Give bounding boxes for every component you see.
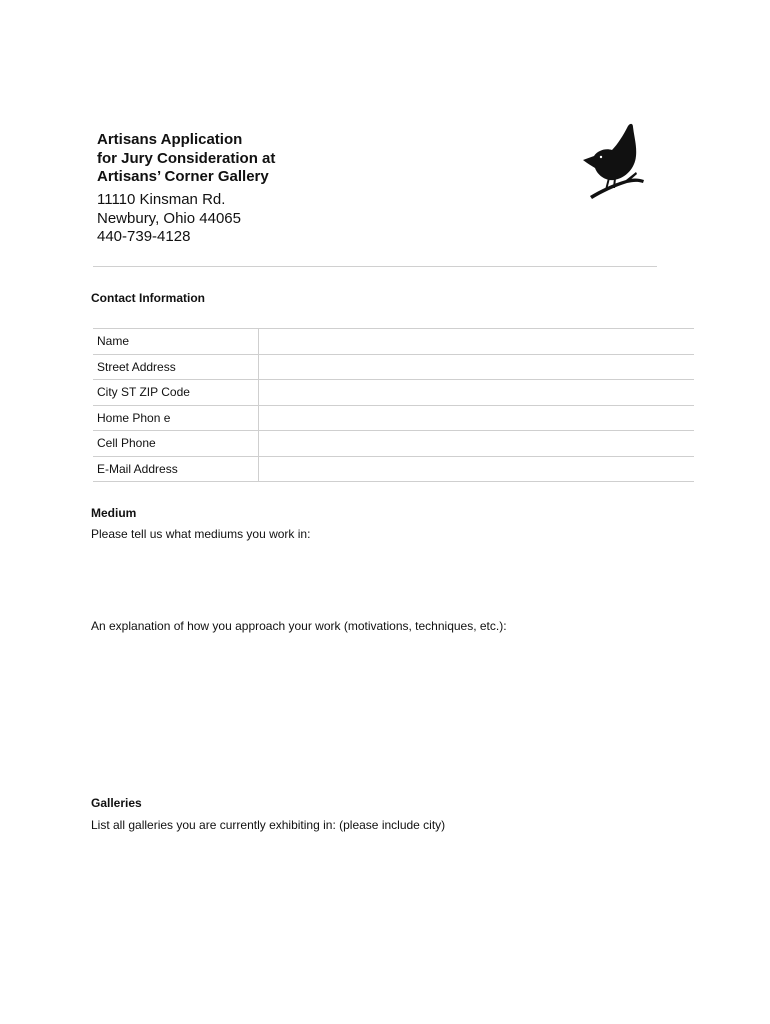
- contact-information-heading: Contact Information: [91, 291, 205, 305]
- table-row: [93, 355, 694, 381]
- table-row: [93, 431, 694, 457]
- address-city: Newbury, Ohio 44065: [97, 209, 241, 227]
- mediums-prompt: Please tell us what mediums you work in:: [91, 527, 311, 541]
- city-st-zip-field[interactable]: [259, 380, 694, 405]
- home-phone-label: Home Phon e: [93, 406, 259, 431]
- cell-phone-label: Cell Phone: [93, 431, 259, 456]
- mediums-answer-field[interactable]: [91, 548, 691, 608]
- gallery-address: [97, 191, 241, 247]
- table-row: [93, 329, 694, 355]
- header-divider: [93, 266, 657, 267]
- form-title: [97, 131, 417, 187]
- table-row: [93, 380, 694, 406]
- address-street: 11110 Kinsman Rd.: [97, 191, 226, 208]
- city-st-zip-label: City ST ZIP Code: [93, 380, 259, 405]
- name-label: Name: [93, 329, 259, 354]
- address-phone: 440-739-4128: [97, 228, 191, 245]
- street-address-label: Street Address: [93, 355, 259, 380]
- galleries-prompt: List all galleries you are currently exhibiting in: (please include city): [91, 818, 446, 832]
- table-row: [93, 406, 694, 432]
- form-title-line-1: Artisans Application: [97, 131, 243, 148]
- approach-answer-field[interactable]: [91, 640, 691, 790]
- email-address-field[interactable]: [259, 457, 694, 482]
- cell-phone-field[interactable]: [259, 431, 694, 456]
- form-title-line-3: Artisans’ Corner Gallery: [97, 168, 269, 185]
- medium-heading: Medium: [91, 506, 137, 520]
- galleries-heading: Galleries: [91, 796, 142, 810]
- approach-prompt: An explanation of how you approach your work (motivations, techniques, etc.):: [91, 619, 507, 633]
- street-address-field[interactable]: [259, 355, 694, 380]
- home-phone-field[interactable]: [259, 406, 694, 431]
- galleries-answer-field[interactable]: [91, 840, 691, 1000]
- email-address-label: E-Mail Address: [93, 457, 259, 482]
- contact-table: [93, 328, 694, 482]
- bird-logo-icon: [578, 120, 648, 202]
- table-row: [93, 457, 694, 483]
- name-field[interactable]: [259, 329, 694, 354]
- form-title-line-2: for Jury Consideration at: [97, 149, 276, 167]
